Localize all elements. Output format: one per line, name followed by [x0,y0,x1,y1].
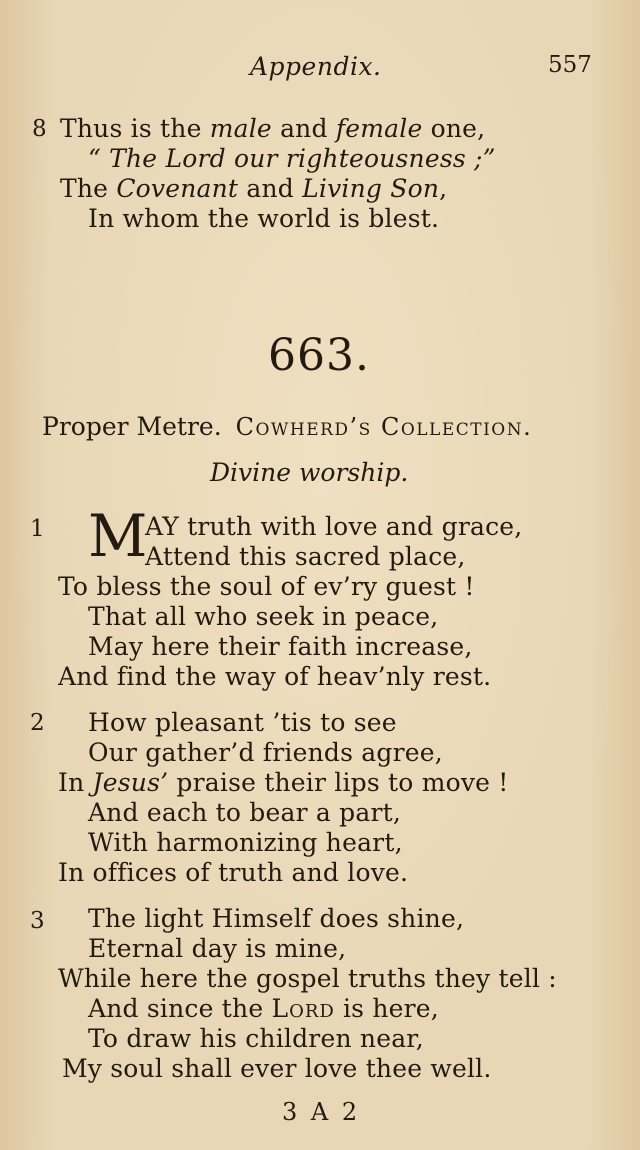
hymn-number: 663. [268,330,370,381]
verse-line: In Jesus’ praise their lips to move ! [58,768,509,797]
verse-line: And find the way of heav’nly rest. [58,662,492,691]
hymn-subtitle: Divine worship. [210,458,409,487]
verse-line: How pleasant ’tis to see [88,708,397,737]
verse-line: And each to bear a part, [88,798,402,827]
verse-line: To bless the soul of ev’ry guest ! [58,572,475,601]
verse-line: And since the Lord is here, [88,994,439,1023]
verse-line: While here the gospel truths they tell : [58,964,557,993]
verse-line: That all who seek in peace, [88,602,439,631]
verse-line: Thus is the male and female one, [60,114,486,143]
verse-line: “ The Lord our righteousness ;” [88,144,496,173]
stanza-number: 3 [30,908,45,934]
verse-line: The Covenant and Living Son, [60,174,448,203]
running-title: Appendix. [250,52,382,81]
stanza-number: 8 [32,116,47,142]
verse-line: To draw his children near, [88,1024,424,1053]
verse-line: My soul shall ever love thee well. [62,1054,492,1083]
stanza-number: 1 [30,516,45,542]
verse-line: Our gather’d friends agree, [88,738,443,767]
verse-line: In whom the world is blest. [88,204,440,233]
verse-line: AY truth with love and grace, [145,512,523,541]
verse-line: In offices of truth and love. [58,858,409,887]
verse-line: With harmonizing heart, [88,828,403,857]
metre-line [42,412,532,441]
verse-line: Eternal day is mine, [88,934,347,963]
drop-cap: M [88,502,148,570]
source-collection: Cowherd’s Collection. [235,413,533,441]
verse-line: The light Himself does shine, [88,904,465,933]
signature-mark: 3 A 2 [282,1098,361,1126]
page-number: 557 [548,52,592,78]
verse-line: May here their faith increase, [88,632,473,661]
metre: Proper Metre. [42,412,222,441]
stanza-number: 2 [30,710,45,736]
verse-line: Attend this sacred place, [145,542,466,571]
